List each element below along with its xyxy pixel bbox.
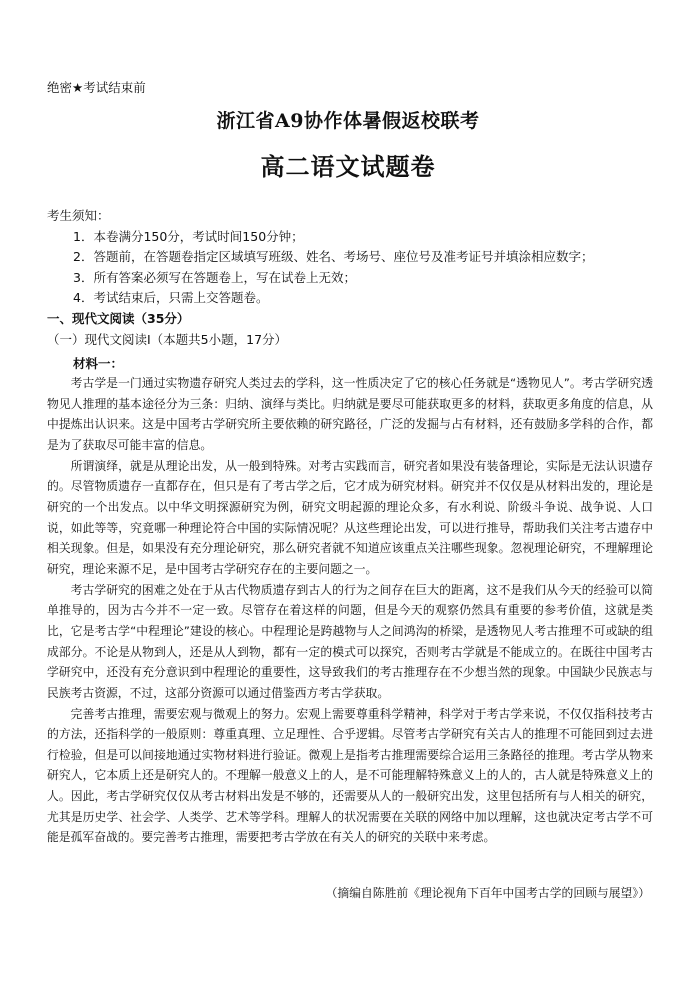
notice-item: 1．本卷满分150分，考试时间150分钟；	[73, 228, 304, 244]
notice-item: 4．考试结束后，只需上交答题卷。	[73, 290, 269, 305]
paper-title: 高二语文试题卷	[260, 152, 436, 181]
secret-label: 绝密★考试结束前	[47, 80, 146, 95]
paragraph: 完善考古推理，需要宏观与微观上的努力。宏观上需要尊重科学精神，科学对于考古学来说，不仅仅指科技考古的方法，还指科学的一般原则：尊重真理、立足理性、合乎逻辑。尽管考古学研究有关古人的推理不可能回到过去进行检验，但是可以间接地通过实物材料进行验证。微观上是指考古推理需要综合运用三条路径的推理。考古学从物来研究人，它本质上还是研究人的。不理解一般意义上的人，是不可能理解特殊意义上的人的，古人就是特殊意义上的人。因此，考古学研究仅仅从考古材料出发是不够的，还需要从人的一般研究出发，这里包括所有与人相关的研究，尤其是历史学、社会学、人类学、艺术等学科。理解人的状况需要在关联的网络中加以理解，这也就决定考古学不可能是孤军奋战的。要完善考古推理，需要把考古学放在有关人的研究的关联中来考虑。	[47, 706, 653, 845]
notice-item: 2．答题前，在答题卷指定区域填写班级、姓名、考场号、座位号及准考证号并填涂相应数字；	[73, 249, 594, 264]
paragraph: 所谓演绎，就是从理论出发，从一般到特殊。对考古实践而言，研究者如果没有装备理论，实际是无法认识遗存的。尽管物质遗存一直都存在，但只是有了考古学之后，它才成为研究材料。研究并不仅仅是从材料出发的，理论是研究的一个出发点。以中华文明探源研究为例，研究文明起源的理论众多，有水利说、阶级斗争说、战争说、人口说，如此等等，究竟哪一种理论符合中国的实际情况呢？从这些理论出发，可以进行推导，帮助我们关注考古遗存中相关现象。但是，如果没有充分理论研究，那么研究者就不知道应该重点关注哪些现象。忽视理论研究，不理解理论研究，理论来源不足，是中国考古学研究存在的主要问题之一。	[47, 458, 653, 576]
notice-item: 3．所有答案必须写在答题卷上，写在试卷上无效；	[73, 269, 356, 285]
paragraph: 考古学是一门通过实物遗存研究人类过去的学科，这一性质决定了它的核心任务就是“透物见人”。考古学研究透物见人推理的基本途径分为三条：归纳、演绎与类比。归纳就是要尽可能获取更多的材料，获取更多角度的信息，从中提炼出认识来。这是中国考古学研究所主要依赖的研究路径，广泛的发掘与占有材料，还有鼓励多学科的合作，都是为了获取尽可能丰富的信息。	[47, 376, 653, 452]
material-text	[47, 373, 653, 848]
source-citation: （摘编自陈胜前《理论视角下百年中国考古学的回顾与展望》）	[325, 886, 650, 900]
paragraph: 考古学研究的困难之处在于从古代物质遗存到古人的行为之间存在巨大的距离，这不是我们从今天的经验可以简单推导的，因为古今并不一定一致。尽管存在着这样的问题，但是今天的观察仍然具有重要的参考价值，这就是类比，它是考古学“中程理论”建设的核心。中程理论是跨越物与人之间鸿沟的桥梁，是透物见人考古推理不可或缺的组成部分。不论是从物到人，还是从人到物，都有一定的模式可以探究，否则考古学就是不能成立的。在既往中国考古学研究中，还没有充分意识到中程理论的重要性，这导致我们的考古推理存在不少想当然的现象。中国缺少民族志与民族考古资源，不过，这部分资源可以通过借鉴西方考古学获取。	[47, 582, 653, 700]
exam-title: 浙江省A9协作体暑假返校联考	[216, 110, 480, 132]
material-label: 材料一：	[73, 356, 124, 371]
notice-heading: 考生须知：	[47, 208, 110, 223]
candidate-notice	[47, 206, 667, 309]
subsection-heading: （一）现代文阅读Ⅰ（本题共5小题，17分）	[47, 332, 288, 347]
section-heading: 一、现代文阅读（35分）	[47, 311, 190, 326]
